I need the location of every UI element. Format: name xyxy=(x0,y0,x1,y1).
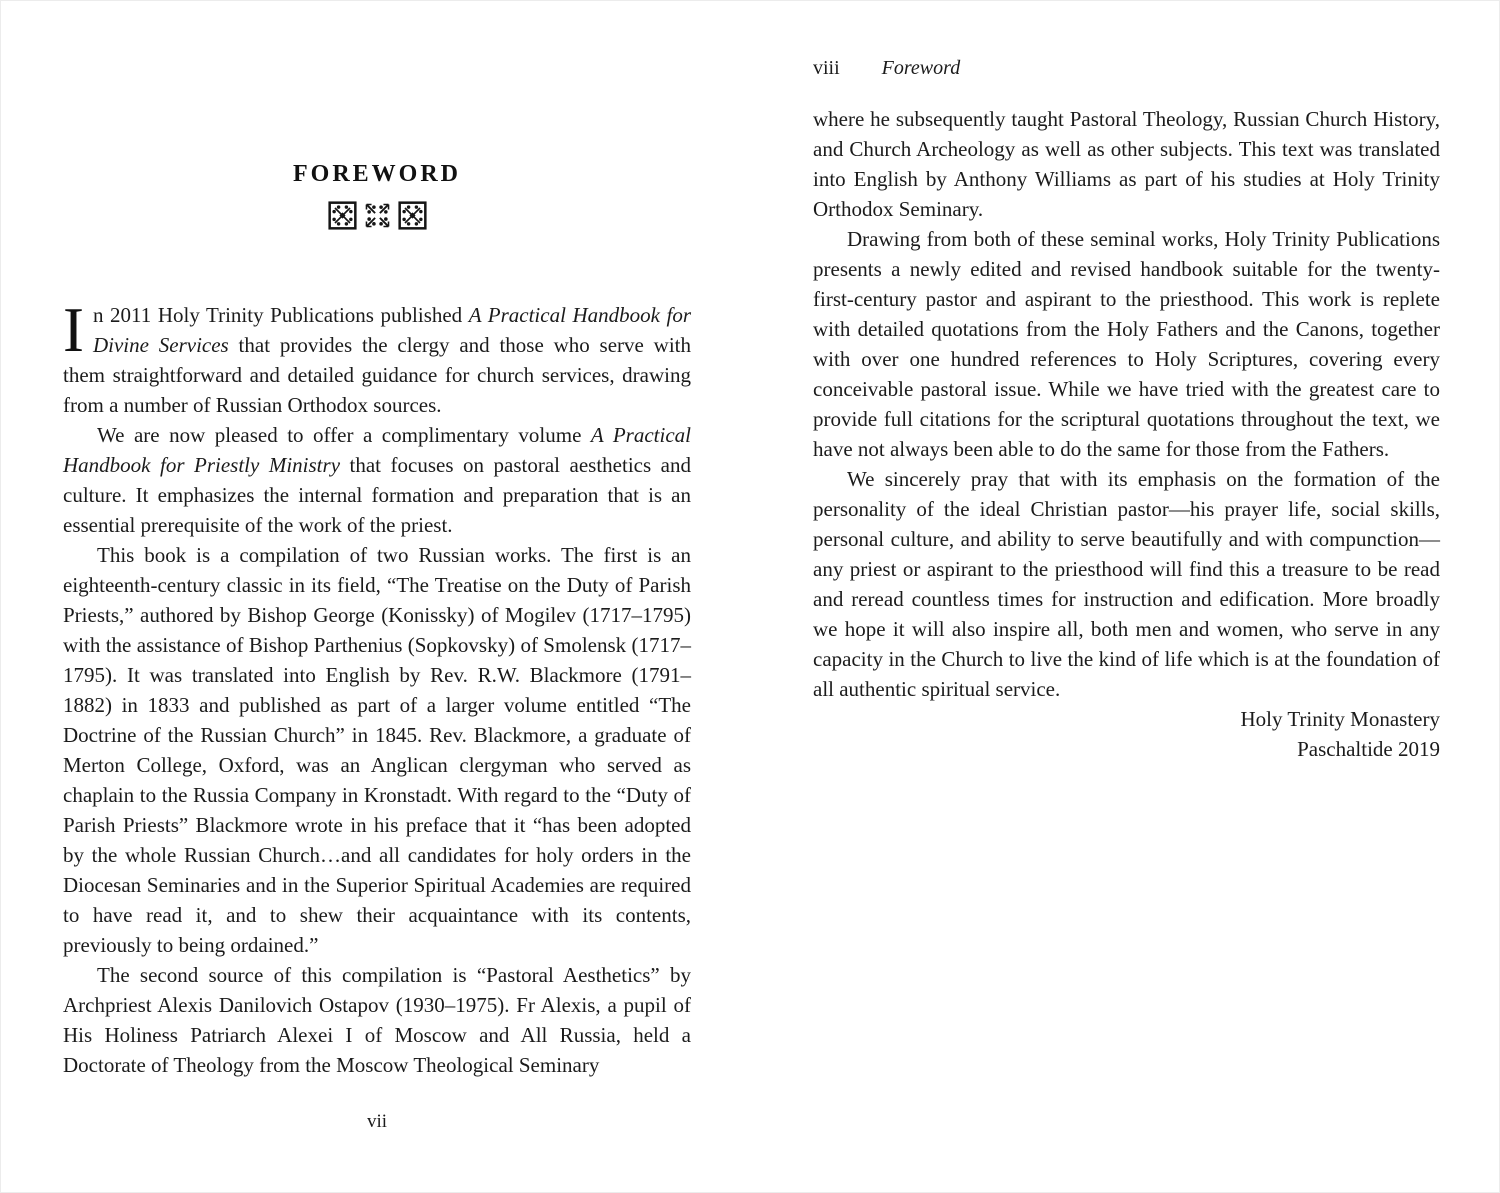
page-number-left: vii xyxy=(366,1111,388,1132)
page-left xyxy=(63,1,691,1192)
signature-block xyxy=(813,704,1440,764)
paragraph: The second source of this compilation is “Pastoral Aesthetics” by Archpriest Alexis Danilovich Ostapov (1930–1975). Fr Alexis, a pupil of His Holiness Patriarch Alexei I of Moscow and All Russia, held a Doctorate of Theology from the Moscow Theological Seminary xyxy=(63,963,691,1077)
fleuron-square-right-icon xyxy=(398,201,427,230)
foreword-heading: FOREWORD xyxy=(293,161,461,187)
right-page-body xyxy=(813,104,1440,764)
left-page-body xyxy=(63,295,692,1080)
signature-date: Paschaltide 2019 xyxy=(1297,737,1440,761)
paragraph: Drawing from both of these seminal works, Holy Trinity Publications presents a newly edited and revised handbook suitable for the twenty-first-century pastor and aspirant to the priesthood. This work is replete with detailed quotations from the Holy Fathers and the Canons, together with over one hundred references to Holy Scriptures, covering every conceivable pastoral issue. While we have tried with the greatest care to provide full citations for the scriptural quotations throughout the text, we have not always been able to do the same for those from the Fathers. xyxy=(813,227,1440,461)
running-head xyxy=(813,57,1440,80)
running-title: Foreword xyxy=(881,57,961,79)
fleuron-square-left-icon xyxy=(328,201,357,230)
paragraph: We are now pleased to offer a complimentary volume A Practical Handbook for Priestly Ministry that focuses on pastoral aesthetics and culture. It emphasizes the internal formation and preparation that is an essential prerequisite of the work of the priest. xyxy=(63,423,691,537)
paragraph: We sincerely pray that with its emphasis on the formation of the personality of the ideal Christian pastor—his prayer life, social skills, personal culture, and ability to serve beautifully and with compunction—any priest or aspirant to the priesthood will find this a treasure to be read and reread countless times for instruction and edification. More broadly we hope it will also inspire all, both men and women, who serve in any capacity in the Church to live the kind of life which is at the foundation of all authentic spiritual service. xyxy=(813,467,1440,701)
fleuron-cross-icon xyxy=(362,200,393,231)
signature-monastery: Holy Trinity Monastery xyxy=(1240,707,1440,731)
drop-cap: I xyxy=(63,295,84,365)
paragraph-continuation: where he subsequently taught Pastoral Theology, Russian Church History, and Church Archeology as well as other subjects. This text was translated into English by Anthony Williams as part of his studies at Holy Trinity Orthodox Seminary. xyxy=(813,107,1440,221)
paragraph-opening xyxy=(63,295,692,420)
ornament-row xyxy=(63,200,691,231)
page-right xyxy=(813,1,1440,1192)
page-number-right: viii xyxy=(813,57,840,79)
paragraph-text: n 2011 Holy Trinity Publications published A Practical Handbook for Divine Services that provides the clergy and those who serve with them straightforward and detailed guidance for church services, drawing from a number of Russian Orthodox sources. xyxy=(63,303,692,417)
paragraph: This book is a compilation of two Russian works. The first is an eighteenth-century classic in its field, “The Treatise on the Duty of Parish Priests,” authored by Bishop George (Konissky) of Mogilev (1717–1795) with the assistance of Bishop Parthenius (Sopkovsky) of Smolensk (1717–1795). It was translated into English by Rev. R.W. Blackmore (1791–1882) in 1833 and published as part of a larger volume entitled “The Doctrine of the Russian Church” in 1845. Rev. Blackmore, a graduate of Merton College, Oxford, was an Anglican clergyman who served as chaplain to the Russia Company in Kronstadt. With regard to the “Duty of Parish Priests” Blackmore wrote in his preface that it “has been adopted by the whole Russian Church…and all candidates for holy orders in the Diocesan Seminaries and in the Superior Spiritual Academies are required to have read it, and to shew their acquaintance with its contents, previously to being ordained.” xyxy=(63,543,691,957)
